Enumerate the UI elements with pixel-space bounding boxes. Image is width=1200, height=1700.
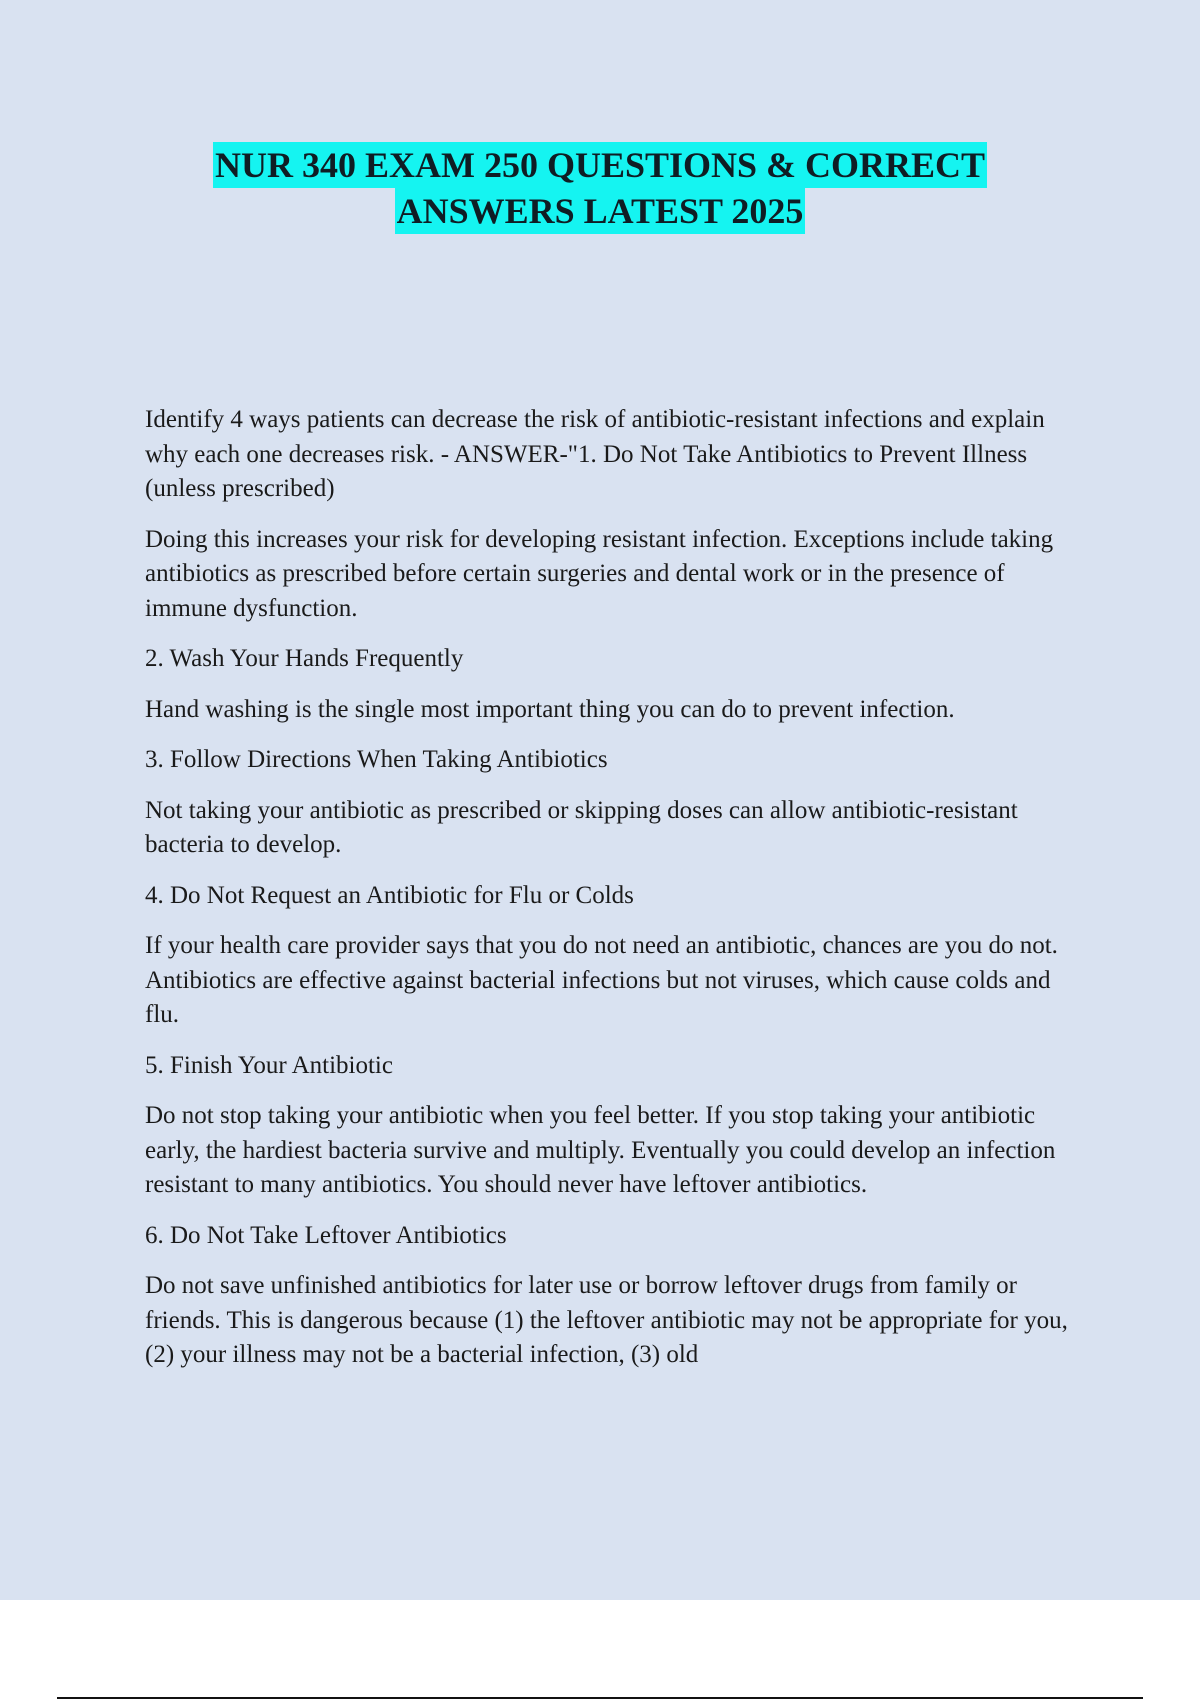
paragraph-answer-1-detail: Doing this increases your risk for developing resistant infection. Exceptions include taking antibiotics as prescribed before certain surgeries and dental work or in the presence of immune dysfunction.: [145, 525, 1054, 622]
paragraph-item-5-detail: Do not stop taking your antibiotic when you feel better. If you stop taking your antibiotic early, the hardiest bacteria survive and multiply. Eventually you could develop an infection resistant to many antibiotics. You should never have leftover antibiotics.: [145, 1102, 1056, 1198]
title-line-2: ANSWERS LATEST 2025: [395, 188, 806, 234]
paragraph-item-5-heading: 5. Finish Your Antibiotic: [145, 1051, 393, 1079]
paragraph-question: Identify 4 ways patients can decrease the risk of antibiotic-resistant infections and explain why each one decreases risk. - ANSWER-"1. Do Not Take Antibiotics to Prevent Illness (unless prescribed): [145, 406, 1045, 502]
paragraph-item-2-detail: Hand washing is the single most important thing you can do to prevent infection.: [145, 695, 955, 723]
paragraph-item-4-heading: 4. Do Not Request an Antibiotic for Flu or Colds: [145, 881, 634, 909]
paragraph-item-3-heading: 3. Follow Directions When Taking Antibiotics: [145, 746, 608, 773]
paragraph-item-6-heading: 6. Do Not Take Leftover Antibiotics: [145, 1221, 507, 1249]
paragraph-item-3-detail: Not taking your antibiotic as prescribed or skipping doses can allow antibiotic-resistant bacteria to develop.: [145, 796, 1018, 858]
paragraph-item-4-detail: If your health care provider says that you do not need an antibiotic, chances are you do not. Antibiotics are effective against bacterial infections but not viruses, which cause colds and flu.: [145, 932, 1058, 1028]
paragraph-item-2-heading: 2. Wash Your Hands Frequently: [145, 645, 464, 672]
footer-divider: [57, 1697, 1143, 1699]
document-title: [0, 142, 1200, 234]
document-body: [145, 403, 1085, 1389]
title-line-1: NUR 340 EXAM 250 QUESTIONS & CORRECT: [213, 142, 987, 188]
paragraph-item-6-detail: Do not save unfinished antibiotics for later use or borrow leftover drugs from family or friends. This is dangerous because (1) the leftover antibiotic may not be appropriate for you, (2) your illness may not be a bacterial infection, (3) old: [145, 1272, 1068, 1368]
